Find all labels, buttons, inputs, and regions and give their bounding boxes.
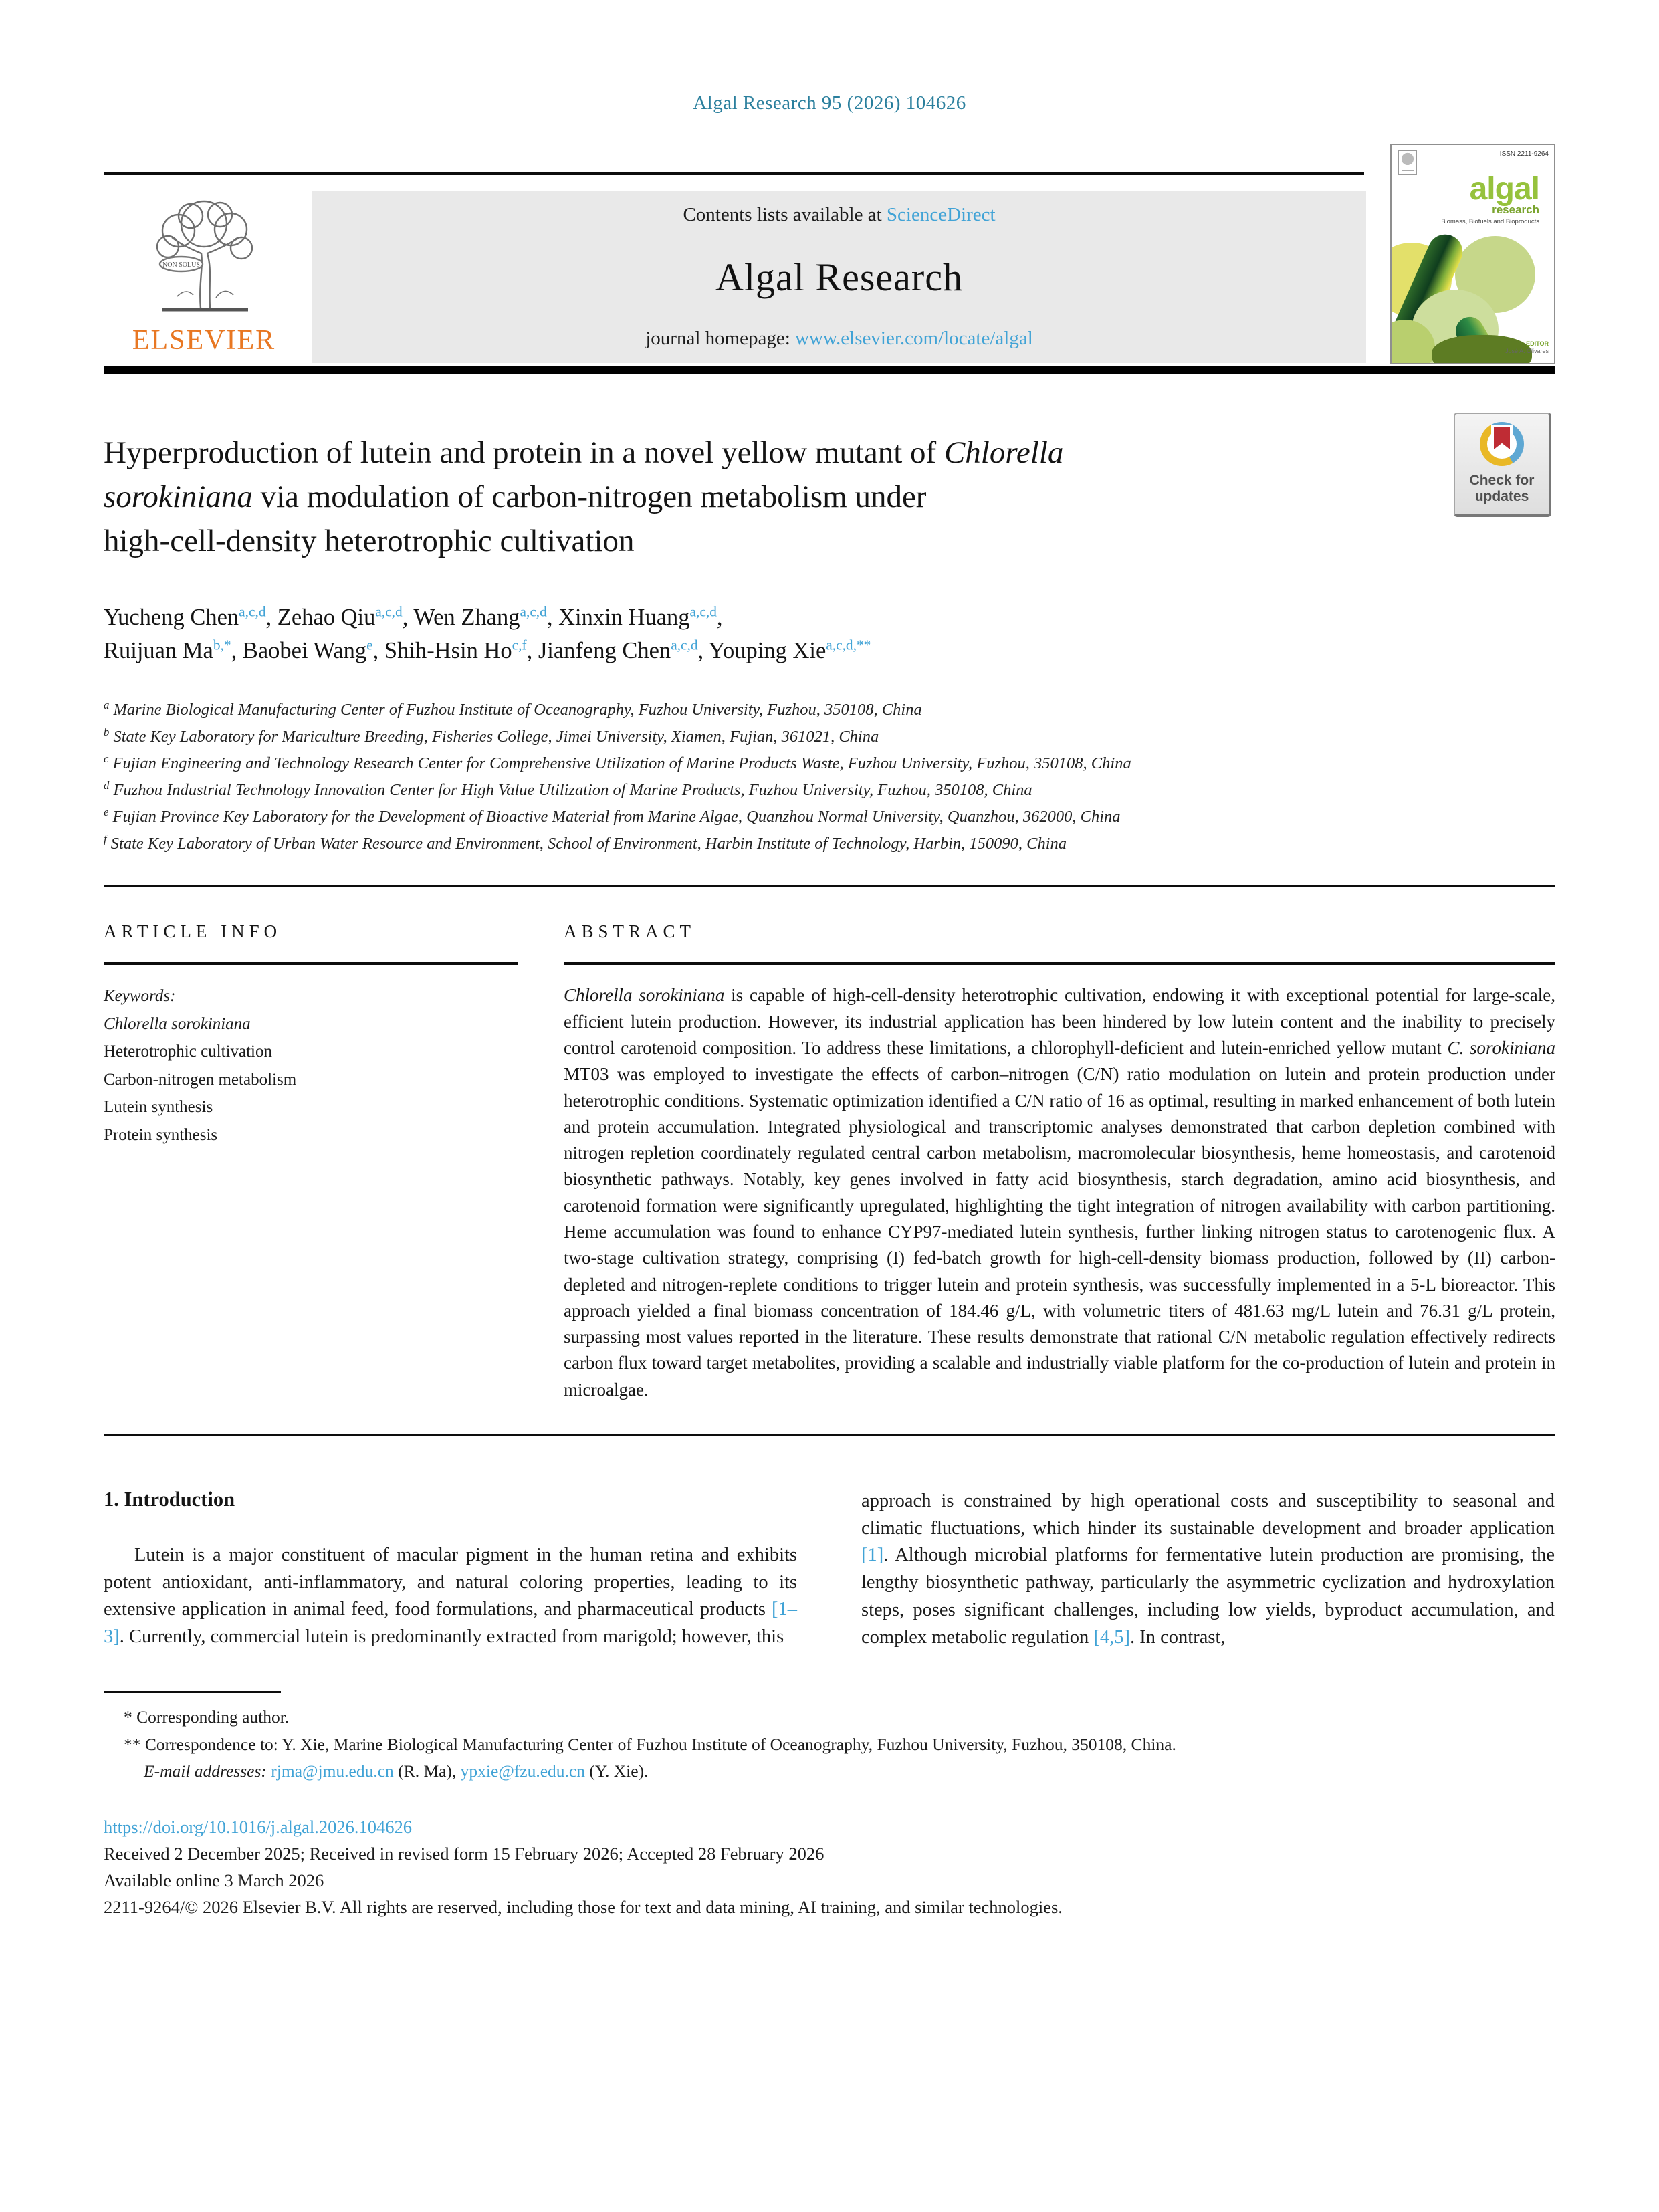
available-online-line: Available online 3 March 2026 xyxy=(104,1870,324,1890)
received-line: Received 2 December 2025; Received in revised form 15 February 2026; Accepted 28 February 2026 xyxy=(104,1844,824,1864)
homepage-prefix: journal homepage: xyxy=(645,328,796,349)
footnote-corresponding: * Corresponding author. xyxy=(124,1707,290,1727)
journal-header-band xyxy=(312,191,1366,363)
doi-link[interactable]: https://doi.org/10.1016/j.algal.2026.104626 xyxy=(104,1817,413,1838)
article-title: Hyperproduction of lutein and protein in a novel yellow mutant of Chlorella sorokiniana via modulation of carbon-nitrogen metabolism under high-cell-density heterotrophic cultivation xyxy=(104,435,1064,558)
intro-left-column xyxy=(104,1488,797,1652)
footnote-divider xyxy=(104,1691,281,1693)
copyright-line: 2211-9264/© 2026 Elsevier B.V. All rights are reserved, including those for text and data mining, AI training, and similar technologies. xyxy=(104,1896,1063,1917)
footnote-correspondence: ** Correspondence to: Y. Xie, Marine Biological Manufacturing Center of Fuzhou Institute of Oceanography, Fuzhou University, Fuzhou, 350108, China. xyxy=(124,1734,1176,1754)
svg-text:NON SOLUS: NON SOLUS xyxy=(162,261,200,269)
article-info-heading: ARTICLE INFO xyxy=(104,921,282,942)
affiliation-line: $^c$ Fujian Engineering and Technology Research Center for Comprehensive Utilization of Marine Products Waste, Fuzhou University, Fuzhou, 350108, China xyxy=(104,752,1131,773)
elsevier-wordmark: ELSEVIER xyxy=(132,325,276,356)
abstract-column xyxy=(564,887,1555,1403)
homepage-link[interactable]: www.elsevier.com/locate/algal xyxy=(795,328,1033,349)
keywords-block xyxy=(104,982,518,1149)
intro-right-column xyxy=(861,1488,1555,1652)
homepage-line xyxy=(312,328,1366,350)
affiliation-line: $^e$ Fujian Province Key Laboratory for the Development of Bioactive Material from Marine Algae, Quanzhou Normal University, Quanzhou, 362000, China xyxy=(104,805,1121,826)
header-top-divider xyxy=(104,172,1364,175)
affiliation-line: $^f$ State Key Laboratory of Urban Water Resource and Environment, School of Environment, Harbin Institute of Technology, Harbin, 150090, China xyxy=(104,832,1067,853)
journal-cover-thumbnail[interactable] xyxy=(1390,144,1555,364)
journal-title: Algal Research xyxy=(715,255,963,299)
keyword-item: Carbon-nitrogen metabolism xyxy=(104,1070,297,1089)
abstract-heading: ABSTRACT xyxy=(564,921,696,942)
keywords-list xyxy=(104,1010,518,1149)
elsevier-mini-logo-icon xyxy=(1398,150,1417,175)
affiliation-line: $^b$ State Key Laboratory for Mariculture Breeding, Fisheries College, Jimei University, Xiamen, Fujian, 361021, China xyxy=(104,726,879,746)
cover-issn: ISSN 2211-9264 xyxy=(1499,150,1549,158)
affiliation-line: $^d$ Fuzhou Industrial Technology Innovation Center for High Value Utilization of Marine Products, Fuzhou University, Fuzhou, 350108, China xyxy=(104,778,1032,800)
introduction-section xyxy=(104,1488,1555,1652)
check-for-updates-badge[interactable] xyxy=(1454,413,1551,517)
keyword-item: Chlorella sorokiniana xyxy=(104,1014,251,1033)
intro-paragraph-right: approach is constrained by high operational costs and susceptibility to seasonal and climatic fluctuations, which hinder its sustainable development and broader application [1]. Although microbial platforms for fermentative lutein production are promising, the lengthy biosynthetic pathway, particularly the asymmetric cyclization and hydroxylation steps, poses significant challenges, including low yields, byproduct accumulation, and complex metabolic regulation [4,5]. In contrast, xyxy=(861,1490,1555,1648)
intro-paragraph-left: Lutein is a major constituent of macular pigment in the human retina and exhibits potent antioxidant, anti-inflammatory, and natural coloring properties, leading to its extensive application in animal feed, food formulations, and pharmaceutical products [1–3]. Currently, commercial lutein is predominantly extracted from marigold; however, this xyxy=(104,1544,797,1648)
cover-editor: EDITOR José A. Olivares xyxy=(1505,340,1549,354)
update-ring-icon xyxy=(1480,422,1524,466)
check-badge-label: Check for updates xyxy=(1469,473,1535,505)
elsevier-logo[interactable] xyxy=(104,189,304,363)
keyword-item: Lutein synthesis xyxy=(104,1098,213,1117)
bottom-meta xyxy=(104,1814,1555,1920)
info-abstract-section xyxy=(104,887,1555,1403)
cover-subtitle: Biomass, Biofuels and Bioproducts xyxy=(1441,218,1539,226)
cover-title-sub: research xyxy=(1492,203,1539,217)
article-info-column xyxy=(104,887,518,1403)
abstract-bottom-divider xyxy=(104,1434,1555,1436)
cover-title: algal xyxy=(1469,171,1539,207)
journal-ref: Algal Research 95 (2026) 104626 xyxy=(693,92,966,114)
page-header xyxy=(104,150,1555,374)
keywords-label: Keywords: xyxy=(104,987,176,1006)
contents-line xyxy=(312,204,1366,226)
contents-prefix: Contents lists available at xyxy=(683,204,887,225)
affiliation-line: $^a$ Marine Biological Manufacturing Center of Fuzhou Institute of Oceanography, Fuzhou University, Fuzhou, 350108, China xyxy=(104,699,922,720)
footnotes xyxy=(104,1704,1555,1785)
keyword-item: Heterotrophic cultivation xyxy=(104,1042,273,1061)
column-gap xyxy=(518,887,564,1403)
title-section xyxy=(104,431,1555,563)
authors-line: Yucheng Chen$^{a,c,d}$, Zehao Qiu$^{a,c,d}$, Wen Zhang$^{a,c,d}$, Xinxin Huang$^{a,c,d}$, Ruijuan $Ma^{b,*}$, Baobei Wang$^e$, Shih-Hsin Ho$^{c,f}$, Jianfeng Chen$^{a,c,d}$, Youping Xie$^{a,c,d,**}$ xyxy=(104,603,871,664)
introduction-heading: 1. Introduction xyxy=(104,1487,235,1511)
keyword-item: Protein synthesis xyxy=(104,1125,218,1144)
elsevier-tree-icon xyxy=(137,189,271,323)
affiliations xyxy=(104,697,1555,857)
footnote-emails: E-mail addresses: rjma@jmu.edu.cn (R. Ma), ypxie@fzu.edu.cn (Y. Xie). xyxy=(144,1761,649,1781)
article-info-rule xyxy=(104,962,518,965)
header-bottom-divider xyxy=(104,366,1555,374)
abstract-text: Chlorella sorokiniana is capable of high-cell-density heterotrophic cultivation, endowing it with exceptional potential for large-scale, efficient lutein production. However, its industrial application has been hindered by low lutein content and the inability to precisely control carotenoid composition. To address these limitations, a chlorophyll-deficient and lutein-enriched yellow mutant C. sorokiniana MT03 was employed to investigate the effects of carbon–nitrogen (C/N) ratio modulation on lutein and protein production under heterotrophic conditions. Systematic optimization identified a C/N ratio of 16 as optimal, resulting in marked enhancement of both lutein and protein accumulation. Integrated physiological and transcriptomic analyses demonstrated that carbon depletion combined with nitrogen repletion coordinately regulated central carbon metabolism, macromolecular biosynthesis, heme homeostasis, and carotenoid biosynthetic pathways. Notably, key genes involved in fatty acid biosynthesis, starch degradation, amino acid biosynthesis, and carotenoid formation were significantly upregulated, highlighting the tight integration of nitrogen availability with carbon partitioning. Heme accumulation was found to enhance CYP97-mediated lutein synthesis, further linking nitrogen status to carotenogenic flux. A two-stage cultivation strategy, comprising (I) fed-batch growth for high-cell-density biomass production, followed by (II) carbon-depleted and nitrogen-replete conditions to trigger lutein and protein synthesis, was successfully implemented in a 5-L bioreactor. This approach yielded a final biomass concentration of 184.46 g/L, with volumetric titers of 481.63 mg/L lutein and 76.31 g/L protein, surpassing most values reported in the literature. These results demonstrate that rational C/N metabolic regulation effectively redirects carbon flux toward target metabolites, providing a scalable and industrially viable platform for the co-production of lutein and protein in microalgae. xyxy=(564,985,1555,1400)
abstract-rule xyxy=(564,962,1555,965)
sciencedirect-link[interactable]: ScienceDirect xyxy=(886,204,996,225)
